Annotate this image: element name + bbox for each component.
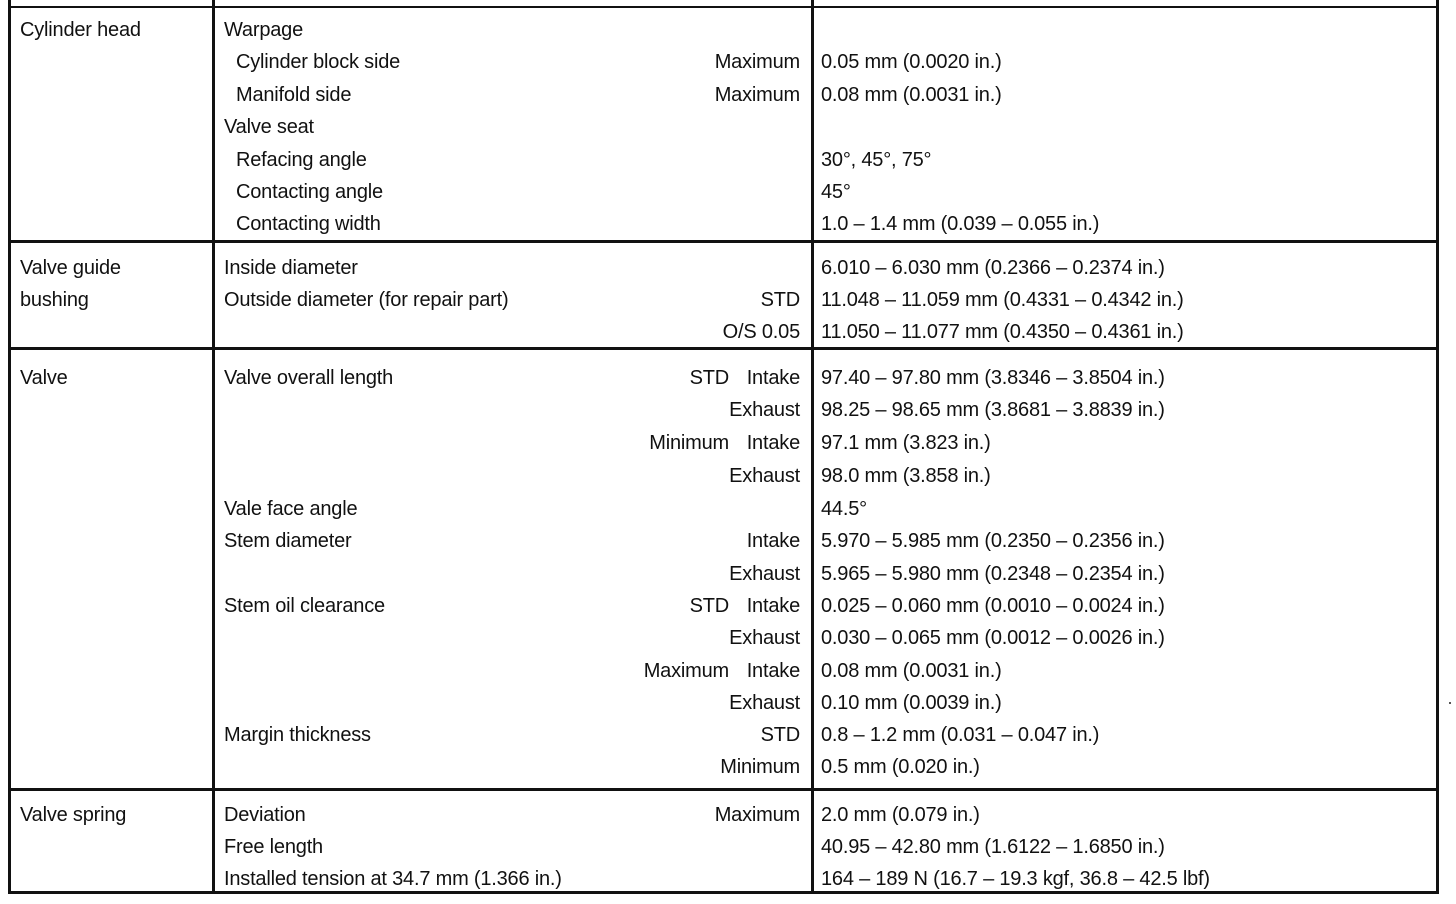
spec-value: 0.025 – 0.060 mm (0.0010 – 0.0024 in.)	[821, 595, 1165, 617]
spec-value: 98.0 mm (3.858 in.)	[821, 465, 991, 487]
spec-value: 0.08 mm (0.0031 in.)	[821, 660, 1002, 682]
column-divider-component	[212, 0, 215, 894]
spec-item: Warpage	[224, 19, 304, 41]
section-divider-2	[8, 347, 1439, 350]
spec-item: Contacting angle	[236, 181, 383, 203]
spec-condition: Maximum	[714, 804, 800, 826]
spec-value: 11.048 – 11.059 mm (0.4331 – 0.4342 in.)	[821, 289, 1184, 311]
spec-condition-group: STD	[689, 367, 729, 389]
spec-value: 45°	[821, 181, 851, 203]
component-name: Cylinder head	[20, 19, 141, 41]
spec-item: Inside diameter	[224, 257, 358, 279]
spec-item: Deviation	[224, 804, 306, 826]
spec-value: 164 – 189 N (16.7 – 19.3 kgf, 36.8 – 42.5 lbf)	[821, 868, 1210, 890]
spec-item: Vale face angle	[224, 498, 358, 520]
spec-condition: Intake	[746, 432, 800, 454]
spec-item: Free length	[224, 836, 323, 858]
spec-condition: STD	[760, 724, 800, 746]
spec-value: 0.5 mm (0.020 in.)	[821, 756, 980, 778]
spec-condition: O/S 0.05	[722, 321, 800, 343]
spec-item: Stem diameter	[224, 530, 352, 552]
spec-item: Outside diameter (for repair part)	[224, 289, 509, 311]
spec-condition-group: Maximum	[714, 51, 800, 73]
spec-item: Cylinder block side	[236, 51, 401, 73]
spec-value: 2.0 mm (0.079 in.)	[821, 804, 980, 826]
spec-item: Installed tension at 34.7 mm (1.366 in.)	[224, 868, 562, 890]
spec-value: 11.050 – 11.077 mm (0.4350 – 0.4361 in.)	[821, 321, 1184, 343]
spec-item: Stem oil clearance	[224, 595, 385, 617]
spec-condition: Intake	[746, 595, 800, 617]
table-bottom-border	[8, 891, 1439, 894]
spec-condition: Intake	[746, 367, 800, 389]
spec-item: Refacing angle	[236, 149, 367, 171]
spec-item: Contacting width	[236, 213, 381, 235]
spec-item: Margin thickness	[224, 724, 371, 746]
spec-table	[8, 0, 1439, 894]
spec-item: Valve overall length	[224, 367, 394, 389]
spec-value: 98.25 – 98.65 mm (3.8681 – 3.8839 in.)	[821, 399, 1165, 421]
spec-value: 97.1 mm (3.823 in.)	[821, 432, 991, 454]
spec-condition-group: STD	[689, 595, 729, 617]
stray-dot	[1449, 702, 1451, 704]
section-divider-1	[8, 240, 1439, 243]
table-right-border	[1436, 0, 1439, 894]
component-name: Valve	[20, 367, 68, 389]
component-name: Valve guide	[20, 257, 121, 279]
spec-value: 5.965 – 5.980 mm (0.2348 – 0.2354 in.)	[821, 563, 1165, 585]
spec-condition-group: Minimum	[649, 432, 729, 454]
spec-value: 5.970 – 5.985 mm (0.2350 – 0.2356 in.)	[821, 530, 1165, 552]
spec-value: 6.010 – 6.030 mm (0.2366 – 0.2374 in.)	[821, 257, 1165, 279]
spec-value: 40.95 – 42.80 mm (1.6122 – 1.6850 in.)	[821, 836, 1165, 858]
spec-value: 30°, 45°, 75°	[821, 149, 932, 171]
spec-condition: Exhaust	[729, 563, 800, 585]
spec-value: 44.5°	[821, 498, 867, 520]
spec-condition: Exhaust	[729, 465, 800, 487]
spec-value: 97.40 – 97.80 mm (3.8346 – 3.8504 in.)	[821, 367, 1165, 389]
spec-value: 1.0 – 1.4 mm (0.039 – 0.055 in.)	[821, 213, 1100, 235]
spec-condition: Intake	[746, 530, 800, 552]
spec-value: 0.10 mm (0.0039 in.)	[821, 692, 1002, 714]
spec-condition: Minimum	[720, 756, 800, 778]
spec-condition: Exhaust	[729, 692, 800, 714]
column-divider-value	[811, 0, 814, 894]
spec-condition-group: Maximum	[714, 84, 800, 106]
table-top-border	[8, 6, 1439, 8]
spec-condition: Intake	[746, 660, 800, 682]
spec-item: Manifold side	[236, 84, 352, 106]
spec-value: 0.05 mm (0.0020 in.)	[821, 51, 1002, 73]
spec-value: 0.08 mm (0.0031 in.)	[821, 84, 1002, 106]
component-name: Valve spring	[20, 804, 127, 826]
spec-value: 0.030 – 0.065 mm (0.0012 – 0.0026 in.)	[821, 627, 1165, 649]
component-name: bushing	[20, 289, 89, 311]
spec-item: Valve seat	[224, 116, 314, 138]
spec-condition: Exhaust	[729, 627, 800, 649]
spec-condition: Exhaust	[729, 399, 800, 421]
spec-condition: STD	[760, 289, 800, 311]
spec-value: 0.8 – 1.2 mm (0.031 – 0.047 in.)	[821, 724, 1100, 746]
section-divider-3	[8, 788, 1439, 791]
table-left-border	[8, 0, 11, 894]
spec-condition-group: Maximum	[643, 660, 729, 682]
